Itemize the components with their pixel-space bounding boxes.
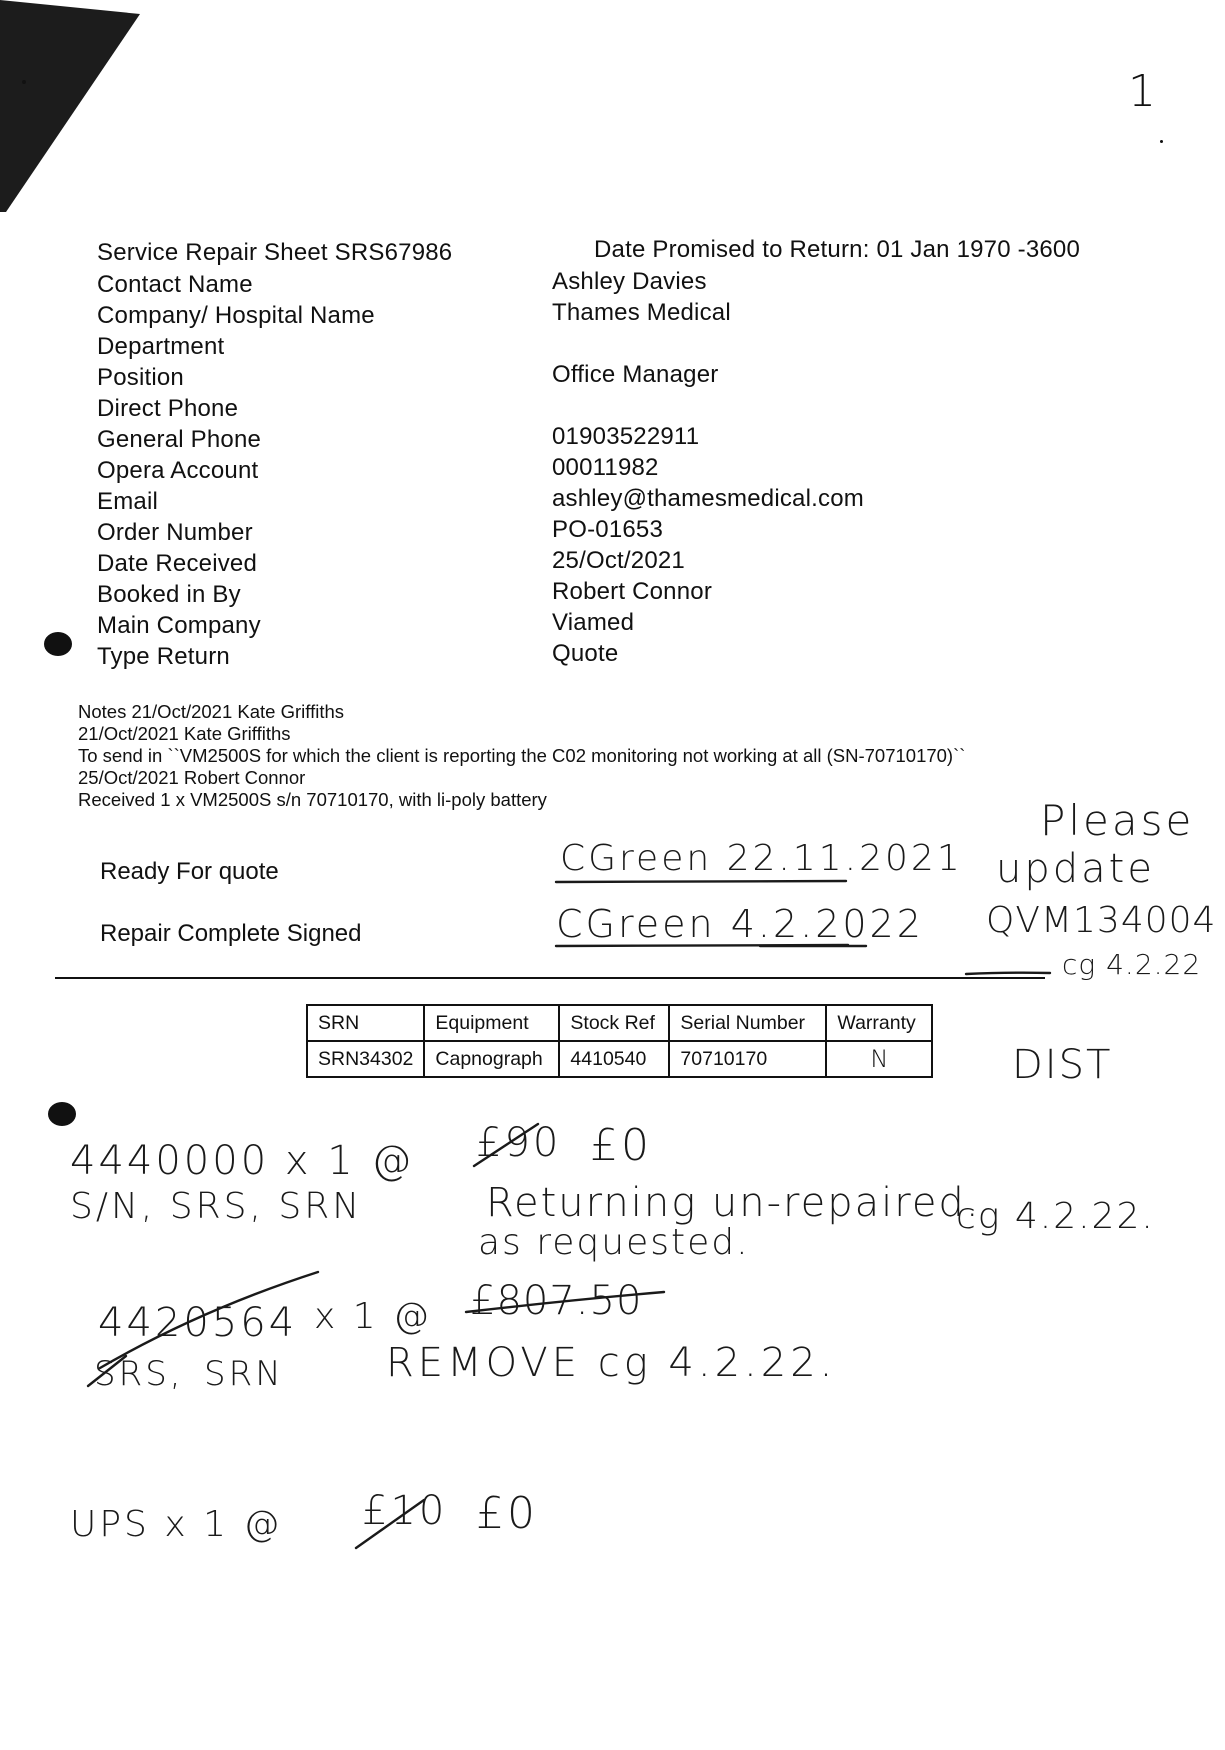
side-note-please: Please: [1040, 796, 1195, 845]
side-note-quote-ref: QVM134004: [986, 900, 1217, 941]
table-cell: 70710170: [669, 1041, 826, 1077]
column-header: Serial Number: [669, 1005, 826, 1041]
column-header: Stock Ref: [559, 1005, 669, 1041]
table-cell: SRN34302: [307, 1041, 424, 1077]
item2-line2-struck: SRS,: [94, 1354, 184, 1394]
note-line: 25/Oct/2021 Robert Connor: [78, 767, 306, 788]
table-cell: 4410540: [559, 1041, 669, 1077]
complete-signature: CGreen 4.2.2022: [556, 902, 924, 946]
field-label: Order Number: [97, 519, 253, 546]
dist-note: DIST: [1012, 1042, 1113, 1088]
field-label: Company/ Hospital Name: [97, 302, 375, 329]
field-value: Ashley Davies: [552, 268, 707, 295]
field-label: Department: [97, 333, 225, 360]
field-value: 01903522911: [552, 423, 700, 450]
sheet-title: Service Repair Sheet SRS67986: [97, 239, 453, 266]
field-label: Date Received: [97, 550, 258, 577]
item3-line: UPS x 1 @: [70, 1504, 283, 1545]
repair-complete-label: Repair Complete Signed: [100, 920, 362, 947]
field-value: 25/Oct/2021: [552, 547, 685, 574]
item2-code-struck: 4420564: [98, 1300, 298, 1346]
side-note-update: update: [996, 846, 1155, 892]
field-value: Thames Medical: [552, 299, 731, 326]
field-label: Booked in By: [97, 581, 241, 608]
page-number: 1: [1128, 66, 1156, 117]
table-row: [307, 1041, 932, 1077]
field-label: Direct Phone: [97, 395, 239, 422]
field-value: 00011982: [552, 454, 659, 481]
field-label: Email: [97, 488, 159, 515]
table-cell: N: [826, 1041, 932, 1077]
table-cell: Capnograph: [424, 1041, 559, 1077]
scan-speck: [22, 80, 26, 84]
note-line: Received 1 x VM2500S s/n 70710170, with li-poly battery: [78, 789, 547, 810]
item2-line2: SRN: [204, 1354, 284, 1394]
section-divider: [55, 977, 1045, 979]
punch-hole-mark: [44, 632, 72, 656]
notes-block: [78, 701, 965, 811]
date-promised: Date Promised to Return: 01 Jan 1970 -3600: [594, 236, 1081, 263]
note-line: 21/Oct/2021 Kate Griffiths: [78, 723, 291, 744]
equipment-table: [306, 1004, 933, 1078]
item1-line2: S/N, SRS, SRN: [70, 1186, 363, 1227]
field-label: Type Return: [97, 643, 230, 670]
scan-corner-shadow: [0, 0, 160, 230]
field-label: Main Company: [97, 612, 261, 639]
item2-qty: x 1 @: [314, 1296, 433, 1337]
punch-hole-mark: [48, 1102, 76, 1126]
field-value: Office Manager: [552, 361, 719, 388]
item1-note2: as requested.: [478, 1222, 750, 1263]
item1-price: £0: [590, 1120, 652, 1171]
scan-speck: [1160, 140, 1163, 143]
column-header: SRN: [307, 1005, 424, 1041]
item2-note: REMOVE cg 4.2.22.: [386, 1340, 837, 1386]
column-header: Equipment: [424, 1005, 559, 1041]
field-value: ashley@thamesmedical.com: [552, 485, 864, 512]
item3-price-struck: £10: [362, 1488, 448, 1534]
ready-for-quote-label: Ready For quote: [100, 858, 279, 885]
field-value: PO-01653: [552, 516, 664, 543]
table-header-row: [307, 1005, 932, 1041]
field-label: Position: [97, 364, 184, 391]
item1-note1: Returning un-repaired.: [486, 1180, 981, 1226]
field-value: Quote: [552, 640, 619, 667]
item3-price: £0: [476, 1488, 538, 1539]
item1-code-qty: 4440000 x 1 @: [70, 1138, 415, 1184]
column-header: Warranty: [826, 1005, 932, 1041]
item1-sig: cg 4.2.22.: [956, 1196, 1155, 1237]
field-label: General Phone: [97, 426, 262, 453]
item2-price-struck: £807.50: [470, 1278, 643, 1324]
note-line: Notes 21/Oct/2021 Kate Griffiths: [78, 701, 344, 722]
side-note-sig: cg 4.2.22: [1062, 948, 1202, 981]
field-value: Robert Connor: [552, 578, 713, 605]
field-value: Viamed: [552, 609, 635, 636]
ready-signature: CGreen 22.11.2021: [560, 838, 963, 879]
item1-price-struck: £90: [476, 1120, 562, 1166]
field-label: Opera Account: [97, 457, 259, 484]
note-line: To send in ``VM2500S for which the client is reporting the C02 monitoring not working at all (SN-70710170)``: [78, 745, 966, 766]
field-label: Contact Name: [97, 271, 253, 298]
